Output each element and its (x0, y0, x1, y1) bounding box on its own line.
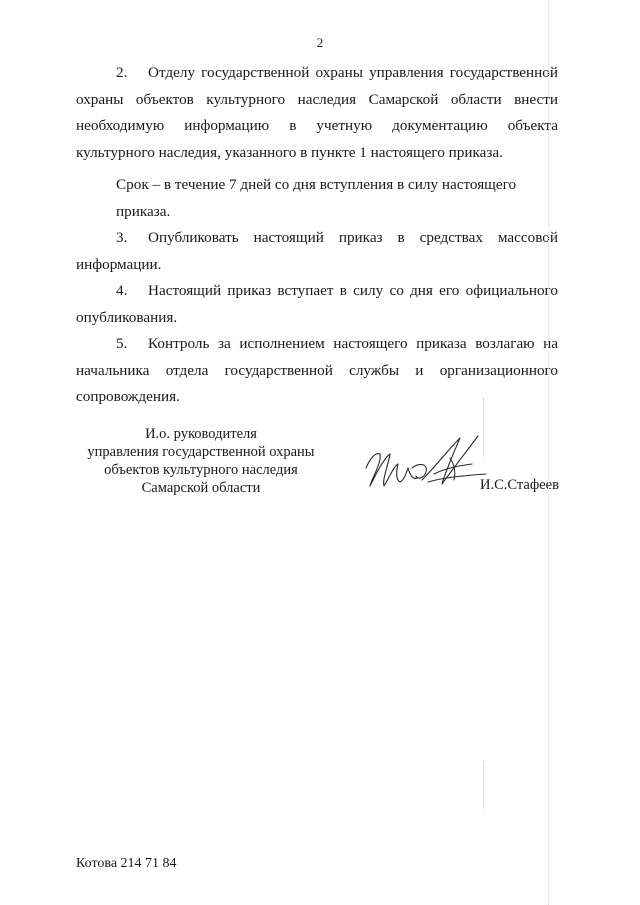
paragraph-number: 4. (116, 282, 128, 299)
signatory-title (76, 425, 326, 497)
deadline-continuation: приказа. (116, 202, 171, 220)
signer-name: И.С.Стафеев (480, 477, 559, 493)
signatory-line: Самарской области (141, 480, 261, 496)
document-body (76, 60, 558, 411)
signatory-line: И.о. руководителя (145, 426, 257, 442)
paragraph-text: Отделу государственной охраны управления государственной охраны объектов культурного наследия Самарской области внести необходимую информацию в учетную документацию объекта культурного наследия, указанного в пункте 1 настоящего приказа. (76, 64, 558, 161)
paragraph-4 (76, 278, 558, 331)
paragraph-deadline (76, 172, 558, 225)
paragraph-2 (76, 60, 558, 166)
paragraph-5 (76, 331, 558, 411)
contact-info: Котова 214 71 84 (76, 856, 177, 871)
signatory-line: управления государственной охраны (87, 444, 315, 460)
page-number: 2 (316, 35, 324, 50)
signatory-line: объектов культурного наследия (104, 462, 298, 478)
deadline-text: Срок – в течение 7 дней со дня вступления в силу настоящего (116, 176, 517, 193)
paragraph-number: 5. (116, 335, 128, 352)
scan-artifact-line (548, 0, 549, 905)
paragraph-3 (76, 225, 558, 278)
paragraph-text: Контроль за исполнением настоящего приказа возлагаю на начальника отдела государственной службы и организационного сопровождения. (76, 335, 558, 405)
handwritten-signature (362, 428, 492, 500)
scan-artifact-line (483, 398, 484, 458)
paragraph-number: 2. (116, 64, 128, 81)
paragraph-text: Настоящий приказ вступает в силу со дня его официального опубликования. (76, 282, 558, 326)
paragraph-number: 3. (116, 229, 128, 246)
paragraph-text: Опубликовать настоящий приказ в средствах массовой информации. (76, 229, 558, 273)
scan-artifact-line (483, 760, 484, 810)
